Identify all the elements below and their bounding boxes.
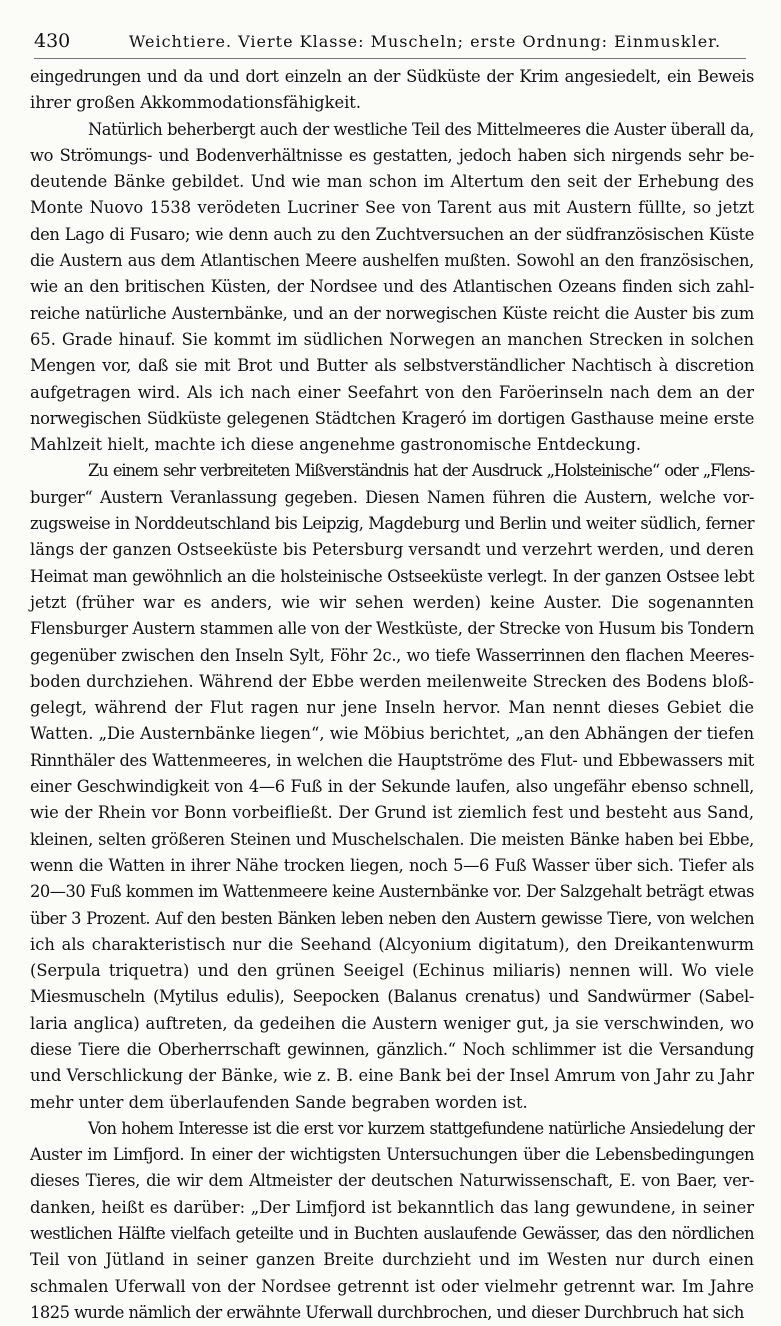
text-line: und Verschlickung der Bänke, wie z. B. eine Bank bei der Insel Amrum von Jahr zu Jahr	[30, 1066, 754, 1086]
text-line: wenn die Watten in ihrer Nähe trocken liegen, noch 5—6 Fuß Wasser über sich. Tiefer als	[30, 855, 754, 875]
text-line: schmalen Uferwall von der Nordsee getrennt ist oder vielmehr getrennt war. Im Jahre	[30, 1276, 754, 1296]
text-line: Natürlich beherbergt auch der westliche Teil des Mittelmeeres die Auster überall da,	[88, 119, 754, 139]
text-line: Mengen vor, daß sie mit Brot und Butter als selbstverständlicher Nachtisch à discretion	[30, 356, 754, 376]
text-line: aufgetragen wird. Als ich nach einer Seefahrt von den Faröerinseln nach dem an der	[30, 382, 754, 402]
running-title: Weichtiere. Vierte Klasse: Muscheln; erste Ordnung: Einmuskler.	[128, 31, 722, 51]
text-line: die Austern aus dem Atlantischen Meere aushelfen mußten. Sowohl an den französischen,	[30, 251, 754, 271]
text-line: gelegt, während der Flut ragen nur jene Inseln hervor. Man nennt dieses Gebiet die	[30, 698, 754, 718]
text-line: wie an den britischen Küsten, der Nordsee und des Atlantischen Ozeans finden sich zahl-	[30, 277, 754, 297]
page-number: 430	[34, 30, 71, 52]
text-line: Mahlzeit hielt, machte ich diese angenehme gastronomische Entdeckung.	[30, 435, 642, 455]
text-line: laria anglica) auftreten, da gedeihen die Austern weniger gut, ja sie verschwinden, wo	[30, 1013, 754, 1033]
text-line: Flensburger Austern stammen alle von der Westküste, der Strecke von Husum bis Tondern	[30, 619, 754, 639]
text-line: burger“ Austern Veranlassung gegeben. Diesen Namen führen die Austern, welche vor-	[30, 487, 754, 507]
text-line: ich als charakteristisch nur die Seehand (Alcyonium digitatum), den Dreikantenwurm	[30, 934, 754, 954]
text-body	[30, 64, 755, 1322]
text-line: dieses Tieres, die wir dem Altmeister der deutschen Naturwissenschaft, E. von Baer, ver-	[30, 1171, 754, 1191]
text-line: jetzt (früher war es anders, wie wir sehen werden) keine Auster. Die sogenannten	[30, 592, 754, 612]
text-line: boden durchziehen. Während der Ebbe werden meilenweite Strecken des Bodens bloß-	[30, 671, 754, 691]
text-line: westlichen Hälfte vielfach geteilte und in Buchten auslaufende Gewässer, das den nördlichen	[30, 1224, 754, 1244]
text-line: danken, heißt es darüber: „Der Limfjord ist bekanntlich das lang gewundene, in seiner	[30, 1197, 754, 1217]
paragraph	[30, 117, 754, 459]
text-line: Teil von Jütland in seiner ganzen Breite durchzieht und im Westen nur durch einen	[30, 1250, 754, 1270]
text-line: zugsweise in Norddeutschland bis Leipzig, Magdeburg und Berlin und weiter südlich, ferner	[30, 514, 754, 534]
text-line: den Lago di Fusaro; wie denn auch zu den Zuchtversuchen an der südfranzösischen Küste	[30, 224, 754, 244]
text-line: Von hohem Interesse ist die erst vor kurzem stattgefundene natürliche Ansiedelung der	[88, 1118, 754, 1138]
text-line: Auster im Limfjord. In einer der wichtigsten Untersuchungen über die Lebensbedingungen	[30, 1145, 754, 1165]
text-line: ihrer großen Akkommodationsfähigkeit.	[30, 93, 362, 113]
text-line: Miesmuscheln (Mytilus edulis), Seepocken (Balanus crenatus) und Sandwürmer (Sabel-	[30, 987, 754, 1007]
text-line: wie der Rhein vor Bonn vorbeifließt. Der Grund ist ziemlich fest und besteht aus Sand,	[30, 803, 754, 823]
text-line: 1825 wurde nämlich der erwähnte Uferwall durchbrochen, und dieser Durchbruch hat sich	[30, 1302, 744, 1322]
text-line: Heimat man gewöhnlich an die holsteinische Ostseeküste verlegt. In der ganzen Ostsee lebt	[30, 566, 754, 586]
paragraph	[30, 1116, 754, 1326]
page-header	[34, 24, 746, 59]
text-line: eingedrungen und da und dort einzeln an der Südküste der Krim angesiedelt, ein Beweis	[30, 67, 754, 86]
text-line: deutende Bänke gebildet. Und wie man schon im Altertum den seit der Erhebung des	[30, 172, 754, 192]
text-line: norwegischen Südküste gelegenen Städtchen Krageró im dortigen Gasthause meine erste	[30, 408, 754, 428]
text-line: gegenüber zwischen den Inseln Sylt, Föhr 2c., wo tiefe Wasserrinnen den flachen Meeres-	[30, 645, 754, 665]
text-line: diese Tiere die Oberherrschaft gewinnen, gänzlich.“ Noch schlimmer ist die Versandung	[30, 1039, 754, 1059]
paragraph	[30, 64, 754, 117]
text-line: Watten. „Die Austernbänke liegen“, wie Möbius berichtet, „an den Abhängen der tiefen	[30, 724, 755, 744]
text-line: wo Strömungs- und Bodenverhältnisse es gestatten, jedoch haben sich nirgends sehr be-	[30, 145, 754, 165]
text-line: Rinnthäler des Wattenmeeres, in welchen die Hauptströme des Flut- und Ebbewassers mit	[30, 750, 754, 770]
text-line: einer Geschwindigkeit von 4—6 Fuß in der Sekunde laufen, also ungefähr ebenso schnell,	[30, 777, 754, 797]
text-line: reiche natürliche Austernbänke, und an der norwegischen Küste reicht die Auster bis zum	[30, 303, 754, 323]
text-line: 20—30 Fuß kommen im Wattenmeere keine Austernbänke vor. Der Salzgehalt beträgt etwas	[30, 882, 754, 902]
text-line: Zu einem sehr verbreiteten Mißverständnis hat der Ausdruck „Holsteinische“ oder „Flens-	[88, 461, 754, 481]
text-line: (Serpula triquetra) und den grünen Seeigel (Echinus miliaris) nennen will. Wo viele	[30, 961, 754, 981]
text-line: kleinen, selten größeren Steinen und Muschelschalen. Die meisten Bänke haben bei Ebbe,	[30, 829, 754, 849]
text-line: 65. Grade hinauf. Sie kommt im südlichen Norwegen an manchen Strecken in solchen	[30, 329, 754, 349]
text-line: über 3 Prozent. Auf den besten Bänken leben neben den Austern gewisse Tiere, von welchen	[30, 908, 754, 928]
paragraph	[30, 458, 754, 1115]
text-line: längs der ganzen Ostseeküste bis Petersburg versandt und verzehrt werden, und deren	[30, 540, 754, 560]
text-line: mehr unter dem überlaufenden Sande begraben worden ist.	[30, 1092, 528, 1112]
text-line: Monte Nuovo 1538 verödeten Lucriner See von Tarent aus mit Austern füllte, so jetzt	[30, 198, 754, 218]
